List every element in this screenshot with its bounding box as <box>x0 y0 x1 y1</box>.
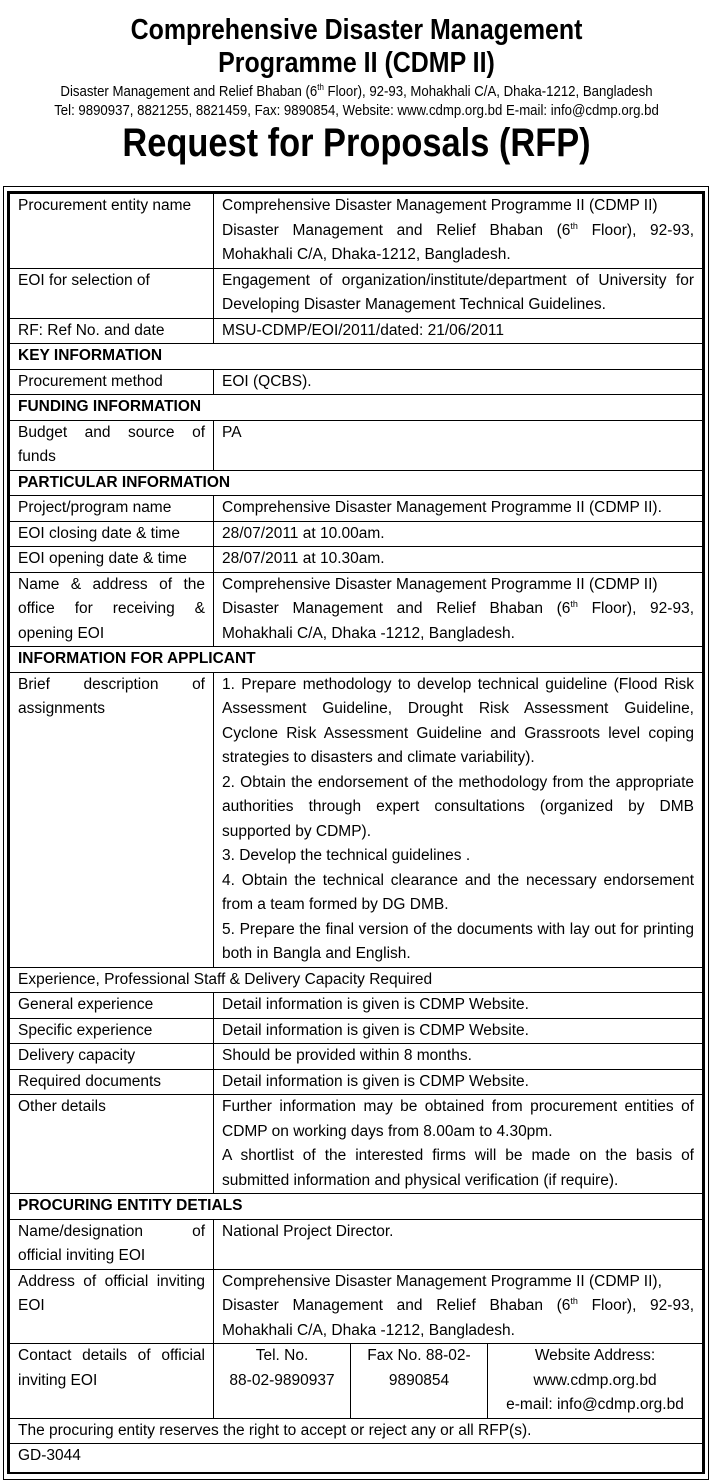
official-label: Name/designation of official inviting EOI <box>10 1219 214 1269</box>
gd-code: GD-3044 <box>10 1444 703 1473</box>
general-value: Detail information is given is CDMP Website. <box>214 993 703 1019</box>
table-row <box>10 1444 703 1473</box>
delivery-label: Delivery capacity <box>10 1044 214 1070</box>
table-row <box>10 194 703 269</box>
address-value: Comprehensive Disaster Management Programme II (CDMP II), Disaster Management and Relief Bhaban (6th Floor), 92-93, Mohakhali C/A, Dhaka -1212, Bangladesh. <box>214 1269 703 1344</box>
opening-value: 28/07/2011 at 10.30am. <box>214 547 703 573</box>
section-heading <box>10 395 703 421</box>
title-line-1: Comprehensive Disaster Management <box>130 14 583 46</box>
table-row <box>10 1018 703 1044</box>
table-row <box>10 1069 703 1095</box>
rfp-title: Request for Proposals (RFP) <box>122 121 591 165</box>
section-heading <box>10 967 703 993</box>
table-row <box>10 993 703 1019</box>
section-heading <box>10 647 703 673</box>
entity-label: Procurement entity name <box>10 194 214 269</box>
table-row <box>10 1269 703 1344</box>
other-value: Further information may be obtained from procurement entities of CDMP on working days from 8.00am to 4.30pm. A shortlist of the interested firms will be made on the basis of submitted information and physical verification (if require). <box>214 1095 703 1194</box>
table-row <box>10 496 703 522</box>
organization-address <box>43 82 670 120</box>
table-row <box>10 1344 703 1419</box>
table-row <box>10 420 703 470</box>
table-row <box>10 521 703 547</box>
table-row <box>10 547 703 573</box>
docs-value: Detail information is given is CDMP Website. <box>214 1069 703 1095</box>
delivery-value: Should be provided within 8 months. <box>214 1044 703 1070</box>
table-row <box>10 318 703 344</box>
table-row <box>10 1044 703 1070</box>
contact-label: Contact details of official inviting EOI <box>10 1344 214 1419</box>
assignment-item: 4. Obtain the technical clearance and the necessary endorsement from a team formed by DG DMB. <box>222 871 694 913</box>
contact-subtable <box>214 1344 702 1418</box>
rfp-table-frame <box>7 191 705 1474</box>
assignment-item: 5. Prepare the final version of the documents with lay out for printing both in Bangla and English. <box>222 920 694 962</box>
procuring-entity-heading: PROCURING ENTITY DETIALS <box>10 1194 703 1220</box>
specific-value: Detail information is given is CDMP Website. <box>214 1018 703 1044</box>
brief-value <box>214 672 703 967</box>
official-value: National Project Director. <box>214 1219 703 1269</box>
organization-title <box>50 14 663 80</box>
table-row <box>10 672 703 967</box>
title-line-2: Programme II (CDMP II) <box>218 47 495 79</box>
closing-label: EOI closing date & time <box>10 521 214 547</box>
closing-value: 28/07/2011 at 10.00am. <box>214 521 703 547</box>
specific-label: Specific experience <box>10 1018 214 1044</box>
project-value: Comprehensive Disaster Management Programme II (CDMP II). <box>214 496 703 522</box>
table-row <box>10 1418 703 1444</box>
applicant-information-heading: INFORMATION FOR APPLICANT <box>10 647 703 673</box>
key-information-heading: KEY INFORMATION <box>10 344 703 370</box>
method-label: Procurement method <box>10 369 214 395</box>
header <box>0 14 713 166</box>
address-label: Address of official inviting EOI <box>10 1269 214 1344</box>
contact-line: Tel: 9890937, 8821255, 8821459, Fax: 9890854, Website: www.cdmp.org.bd E-mail: info@cdmp.org.bd <box>54 102 659 119</box>
budget-label: Budget and source of funds <box>10 420 214 470</box>
office-value: Comprehensive Disaster Management Programme II (CDMP II) Disaster Management and Relief Bhaban (6th Floor), 92-93, Mohakhali C/A, Dhaka -1212, Bangladesh. <box>214 572 703 647</box>
eoi-value: Engagement of organization/institute/department of University for Developing Disaster Management Technical Guidelines. <box>214 268 703 318</box>
address-line: Disaster Management and Relief Bhaban (6th Floor), 92-93, Mohakhali C/A, Dhaka-1212, Bangladesh <box>60 82 653 100</box>
docs-label: Required documents <box>10 1069 214 1095</box>
assignment-item: 2. Obtain the endorsement of the methodology from the appropriate authorities through expert consultations (organized by DMB supported by CDMP). <box>222 773 694 840</box>
reserve-note: The procuring entity reserves the right to accept or reject any or all RFP(s). <box>10 1418 703 1444</box>
section-heading <box>10 1194 703 1220</box>
funding-information-heading: FUNDING INFORMATION <box>10 395 703 421</box>
table-row <box>10 572 703 647</box>
rfp-table <box>9 193 703 1473</box>
brief-label: Brief description of assignments <box>10 672 214 967</box>
table-row <box>10 369 703 395</box>
particular-information-heading: PARTICULAR INFORMATION <box>10 470 703 496</box>
project-label: Project/program name <box>10 496 214 522</box>
budget-value: PA <box>214 420 703 470</box>
office-label: Name & address of the office for receiving & opening EOI <box>10 572 214 647</box>
eoi-label: EOI for selection of <box>10 268 214 318</box>
other-label: Other details <box>10 1095 214 1194</box>
section-heading <box>10 470 703 496</box>
ref-label: RF: Ref No. and date <box>10 318 214 344</box>
contact-value <box>214 1344 703 1419</box>
table-row <box>10 268 703 318</box>
general-label: General experience <box>10 993 214 1019</box>
web-cell: Website Address: www.cdmp.org.bd e-mail: info@cdmp.org.bd <box>488 1344 703 1418</box>
assignment-item: 3. Develop the technical guidelines . <box>222 847 471 864</box>
entity-value: Comprehensive Disaster Management Programme II (CDMP II) Disaster Management and Relief Bhaban (6th Floor), 92-93, Mohakhali C/A, Dhaka-1212, Bangladesh. <box>214 194 703 269</box>
section-heading <box>10 344 703 370</box>
tel-cell: Tel. No. 88-02-9890937 <box>214 1344 351 1418</box>
fax-cell: Fax No. 88-02- 9890854 <box>351 1344 488 1418</box>
table-row <box>10 1219 703 1269</box>
assignment-item: 1. Prepare methodology to develop technical guideline (Flood Risk Assessment Guideline, Drought Risk Assessment Guideline, Cyclone Risk Assessment Guideline and Grassroots level coping strategies to disasters and climate variability). <box>222 675 694 766</box>
ref-value: MSU-CDMP/EOI/2011/dated: 21/06/2011 <box>214 318 703 344</box>
opening-label: EOI opening date & time <box>10 547 214 573</box>
method-value: EOI (QCBS). <box>214 369 703 395</box>
experience-heading: Experience, Professional Staff & Delivery Capacity Required <box>10 967 703 993</box>
table-row <box>10 1095 703 1194</box>
